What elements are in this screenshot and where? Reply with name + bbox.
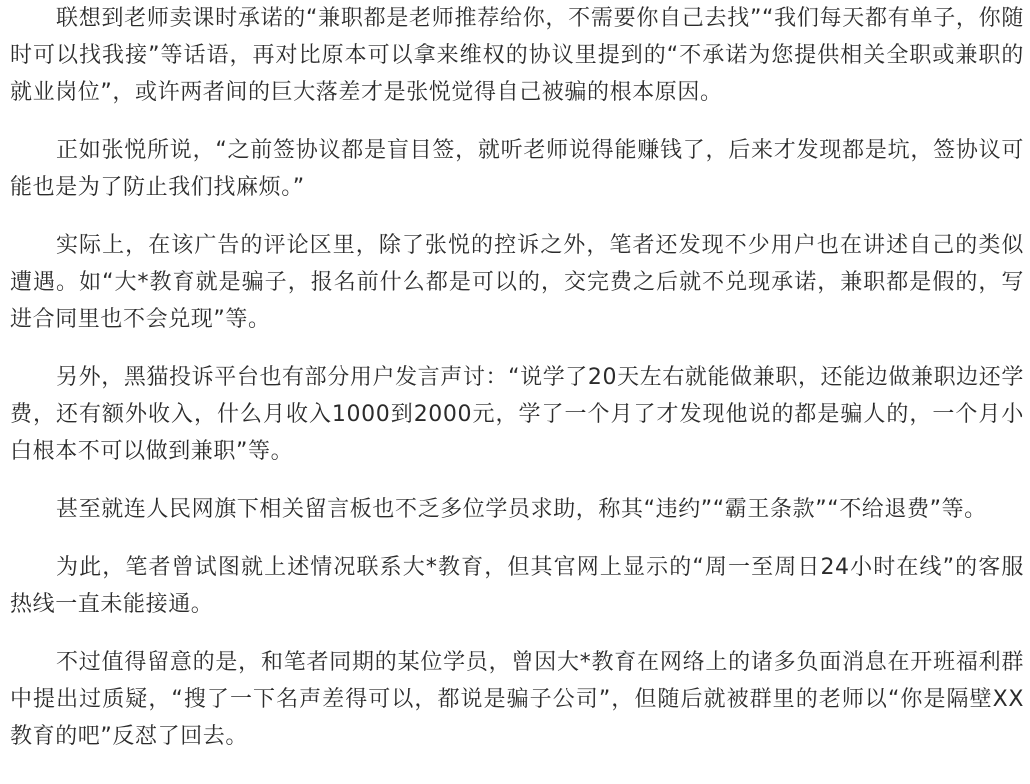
paragraph: 正如张悦所说，“之前签协议都是盲目签，就听老师说得能赚钱了，后来才发现都是坑，签协议可能也是为了防止我们找麻烦。” xyxy=(10,138,1024,200)
paragraph: 另外，黑猫投诉平台也有部分用户发言声讨：“说学了20天左右就能做兼职，还能边做兼职边还学费，还有额外收入，什么月收入1000到2000元，学了一个月了才发现他说的都是骗人的，一个月小白根本不可以做到兼职”等。 xyxy=(10,365,1024,464)
paragraph: 实际上，在该广告的评论区里，除了张悦的控诉之外，笔者还发现不少用户也在讲述自己的类似遭遇。如“大*教育就是骗子，报名前什么都是可以的，交完费之后就不兑现承诺，兼职都是假的，写进合同里也不会兑现”等。 xyxy=(10,233,1024,332)
article-body xyxy=(10,0,1024,776)
paragraph: 不过值得留意的是，和笔者同期的某位学员，曾因大*教育在网络上的诸多负面消息在开班福利群中提出过质疑，“搜了一下名声差得可以，都说是骗子公司”，但随后就被群里的老师以“你是隔壁XX教育的吧”反怼了回去。 xyxy=(10,650,1024,749)
paragraph: 甚至就连人民网旗下相关留言板也不乏多位学员求助，称其“违约”“霸王条款”“不给退费”等。 xyxy=(56,497,987,522)
paragraph: 联想到老师卖课时承诺的“兼职都是老师推荐给你，不需要你自己去找”“我们每天都有单子，你随时可以找我接”等话语，再对比原本可以拿来维权的协议里提到的“不承诺为您提供相关全职或兼职的就业岗位”，或许两者间的巨大落差才是张悦觉得自己被骗的根本原因。 xyxy=(10,6,1024,105)
paragraph: 为此，笔者曾试图就上述情况联系大*教育，但其官网上显示的“周一至周日24小时在线”的客服热线一直未能接通。 xyxy=(10,555,1024,617)
